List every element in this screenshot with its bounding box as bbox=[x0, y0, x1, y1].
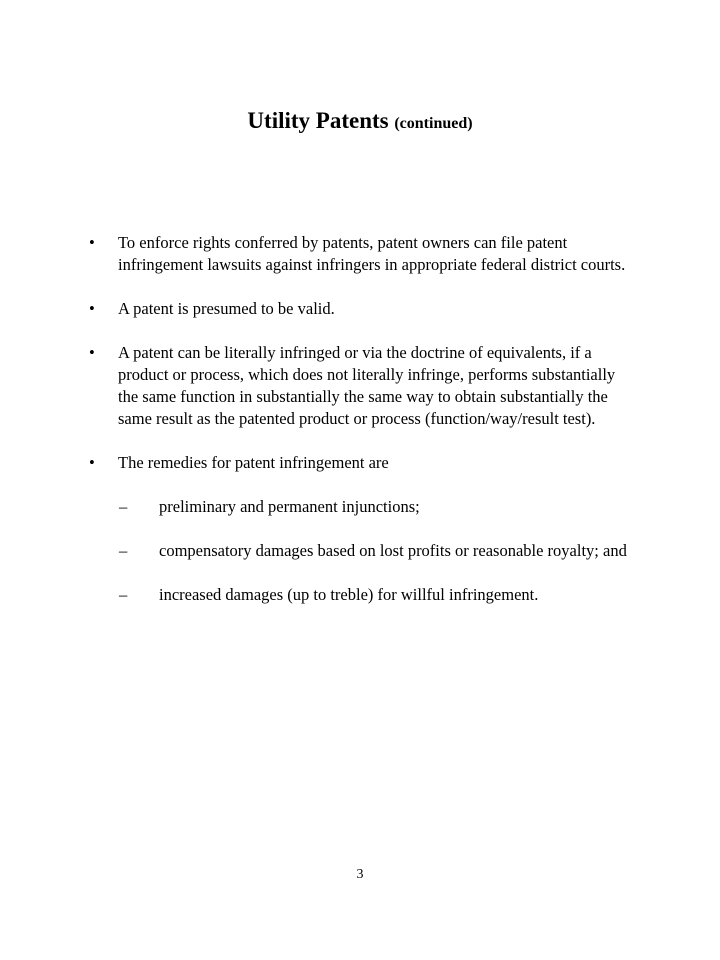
bullet-item bbox=[89, 452, 638, 606]
bullet-list bbox=[0, 232, 720, 628]
sub-list-item bbox=[119, 540, 639, 562]
title-sub: (continued) bbox=[394, 115, 473, 132]
sub-item-text: increased damages (up to treble) for willful infringement. bbox=[159, 585, 539, 604]
dash-icon: – bbox=[119, 585, 128, 604]
bullet-icon: • bbox=[89, 453, 95, 472]
dash-icon: – bbox=[119, 541, 128, 560]
sub-list bbox=[118, 496, 638, 606]
bullet-item bbox=[89, 342, 638, 430]
page-title bbox=[0, 106, 720, 139]
page-number: 3 bbox=[356, 867, 364, 882]
sub-item-text: compensatory damages based on lost profits or reasonable royalty; and bbox=[159, 541, 627, 560]
bullet-text: The remedies for patent infringement are bbox=[118, 453, 389, 472]
bullet-icon: • bbox=[89, 343, 95, 362]
sub-list-item bbox=[119, 584, 639, 606]
bullet-icon: • bbox=[89, 299, 95, 318]
dash-icon: – bbox=[119, 497, 128, 516]
bullet-item bbox=[89, 298, 638, 320]
title-main: Utility Patents bbox=[247, 108, 389, 133]
bullet-text: To enforce rights conferred by patents, patent owners can file patent infringement lawsuits against infringers in appropriate federal district courts. bbox=[118, 233, 626, 274]
bullet-icon: • bbox=[89, 233, 95, 252]
bullet-text: A patent can be literally infringed or via the doctrine of equivalents, if a product or process, which does not literally infringe, performs substantially the same function in substantially the same way to obtain substantially the same result as the patented product or process (function/way/result test). bbox=[118, 343, 616, 428]
sub-list-item bbox=[119, 496, 639, 518]
bullet-text: A patent is presumed to be valid. bbox=[118, 299, 335, 318]
sub-item-text: preliminary and permanent injunctions; bbox=[159, 497, 420, 516]
bullet-item bbox=[89, 232, 638, 276]
